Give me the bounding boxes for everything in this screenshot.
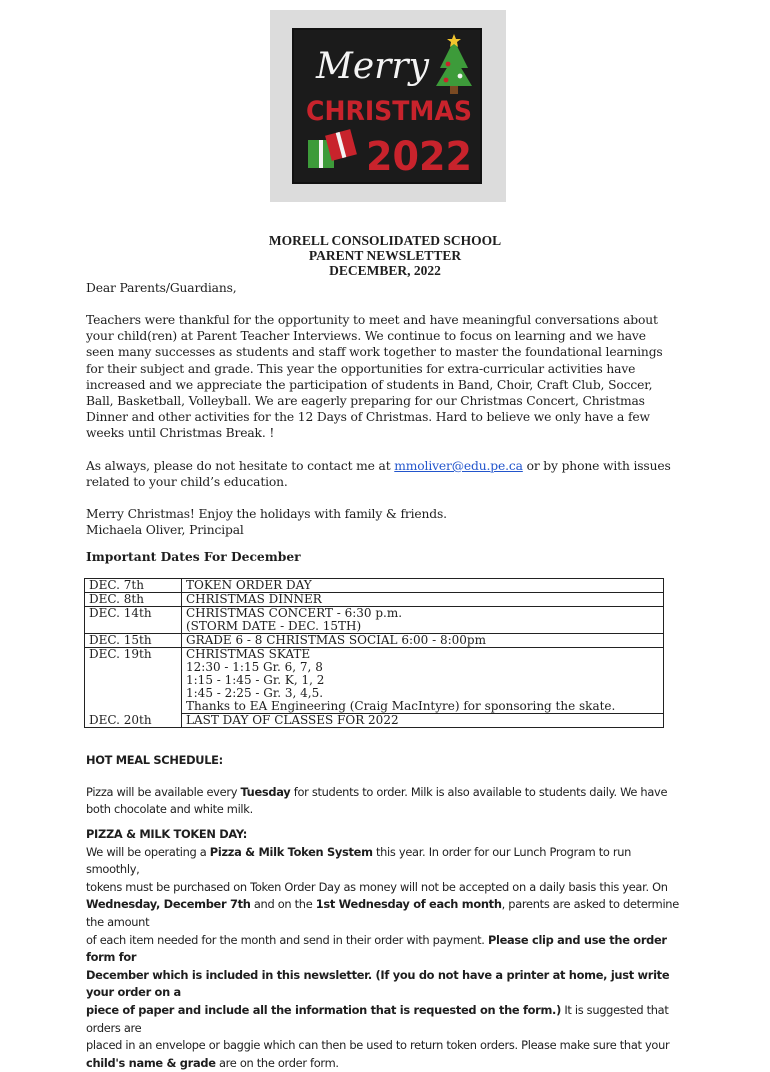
table-row [85,579,664,593]
paragraph-line: Ball, Basketball, Volleyball. We are eagerly preparing for our Christmas Concert, Christmas [86,394,645,409]
table-row [85,607,664,634]
event-cell: GRADE 6 - 8 CHRISTMAS SOCIAL 6:00 - 8:00pm [182,634,664,648]
chalkboard [292,28,482,184]
christmas-tree-icon [436,34,472,94]
hot-meal-section [86,752,686,819]
event-cell: TOKEN ORDER DAY [182,579,664,593]
dates-title: Important Dates For December [86,549,301,564]
paragraph-line: your child(ren) at Parent Teacher Interviews. We continue to focus on learning and we have [86,329,646,344]
salutation: Dear Parents/Guardians, [86,281,237,295]
date-cell: DEC. 7th [85,579,182,593]
newsletter-title: PARENT NEWSLETTER [308,248,462,263]
contact-line-2: related to your child’s education. [86,475,288,490]
date-cell: DEC. 19th [85,648,182,714]
table-row [85,648,664,714]
contact-text: As always, please do not hesitate to contact me at [86,459,395,473]
closing-line: Merry Christmas! Enjoy the holidays with family & friends. [86,507,447,521]
paragraph-1 [86,312,686,442]
event-cell: CHRISTMAS SKATE 12:30 - 1:15 Gr. 6, 7, 8 1:15 - 1:45 - Gr. K, 1, 2 1:45 - 2:25 - Gr. 3, 4,5. Thanks to EA Engineering (Craig MacIntyre) for sponsoring the skate. [182,648,664,714]
email-link[interactable]: mmoliver@edu.pe.ca [394,459,523,473]
event-cell: CHRISTMAS CONCERT - 6:30 p.m. (STORM DATE - DEC. 15TH) [182,607,664,634]
token-day-section: PIZZA & MILK TOKEN DAY: We will be operating a Pizza & Milk Token System this year. In order for our Lunch Program to run smoothly, tokens must be purchased on Token Order Day as money will not be accepted on a daily basis this year. On Wednesday, December 7th and on the 1st Wednesday of each month, parents are asked to determine the amount of each item needed for the month and send in their order with payment. Please clip and use the order form for December which is included in this newsletter. (If you do not have a printer at home, just write your order on a piece of paper and include all the information that is requested on the form.) It is suggested that orders are placed in an envelope or baggie which can then be used to return token orders. Please make sure that your child's name & grade are on the order form. [86,826,686,1072]
christmas-logo [270,10,506,202]
logo-art [292,28,482,184]
hot-meal-day: Tuesday [240,784,291,799]
date-cell: DEC. 15th [85,634,182,648]
paragraph-line: seen many successes as students and staff work together to master the foundational learnings [86,345,663,360]
hot-meal-text: both chocolate and white milk. [86,802,253,817]
hot-meal-heading: HOT MEAL SCHEDULE: [86,753,223,767]
paragraph-line: Teachers were thankful for the opportunity to meet and have meaningful conversations about [86,313,658,327]
event-cell: CHRISTMAS DINNER [182,593,664,607]
date-cell: DEC. 20th [85,714,182,728]
signature: Michaela Oliver, Principal [86,523,244,538]
token-text: tokens must be purchased on Token Order Day as money will not be accepted on a daily basis this year. On [86,879,668,894]
hot-meal-text: for students to order. Milk is also available to students daily. We have [290,784,668,799]
table-row [85,634,664,648]
table-row [85,714,664,728]
newsletter-date: DECEMBER, 2022 [329,263,441,278]
paragraph-line: increased and we appreciate the participation of students in Band, Choir, Craft Club, Soccer, [86,377,653,392]
gift-icon [308,129,357,168]
date-cell: DEC. 14th [85,607,182,634]
event-cell: LAST DAY OF CLASSES FOR 2022 [182,714,664,728]
closing-block [86,506,686,538]
paragraph-line: Dinner and other activities for the 12 Days of Christmas. Hard to believe we only have a few [86,410,650,425]
logo-year: 2022 [366,134,472,180]
token-text: placed in an envelope or baggie which can then be used to return token orders. Please make sure that your [86,1038,670,1053]
contact-paragraph [86,458,686,490]
date-cell: DEC. 8th [85,593,182,607]
paragraph-line: weeks until Christmas Break. ! [86,426,275,441]
contact-text-end: or by phone with issues [522,459,671,473]
paragraph-line: for their subject and grade. This year the opportunities for extra-curricular activities have [86,361,636,376]
dates-table [84,578,664,728]
logo-merry: Merry [316,46,429,87]
hot-meal-text: Pizza will be available every [86,784,241,799]
logo-christmas: CHRISTMAS [306,96,472,127]
token-day-heading: PIZZA & MILK TOKEN DAY: [86,827,248,841]
table-row [85,593,664,607]
school-name: MORELL CONSOLIDATED SCHOOL [268,233,502,248]
